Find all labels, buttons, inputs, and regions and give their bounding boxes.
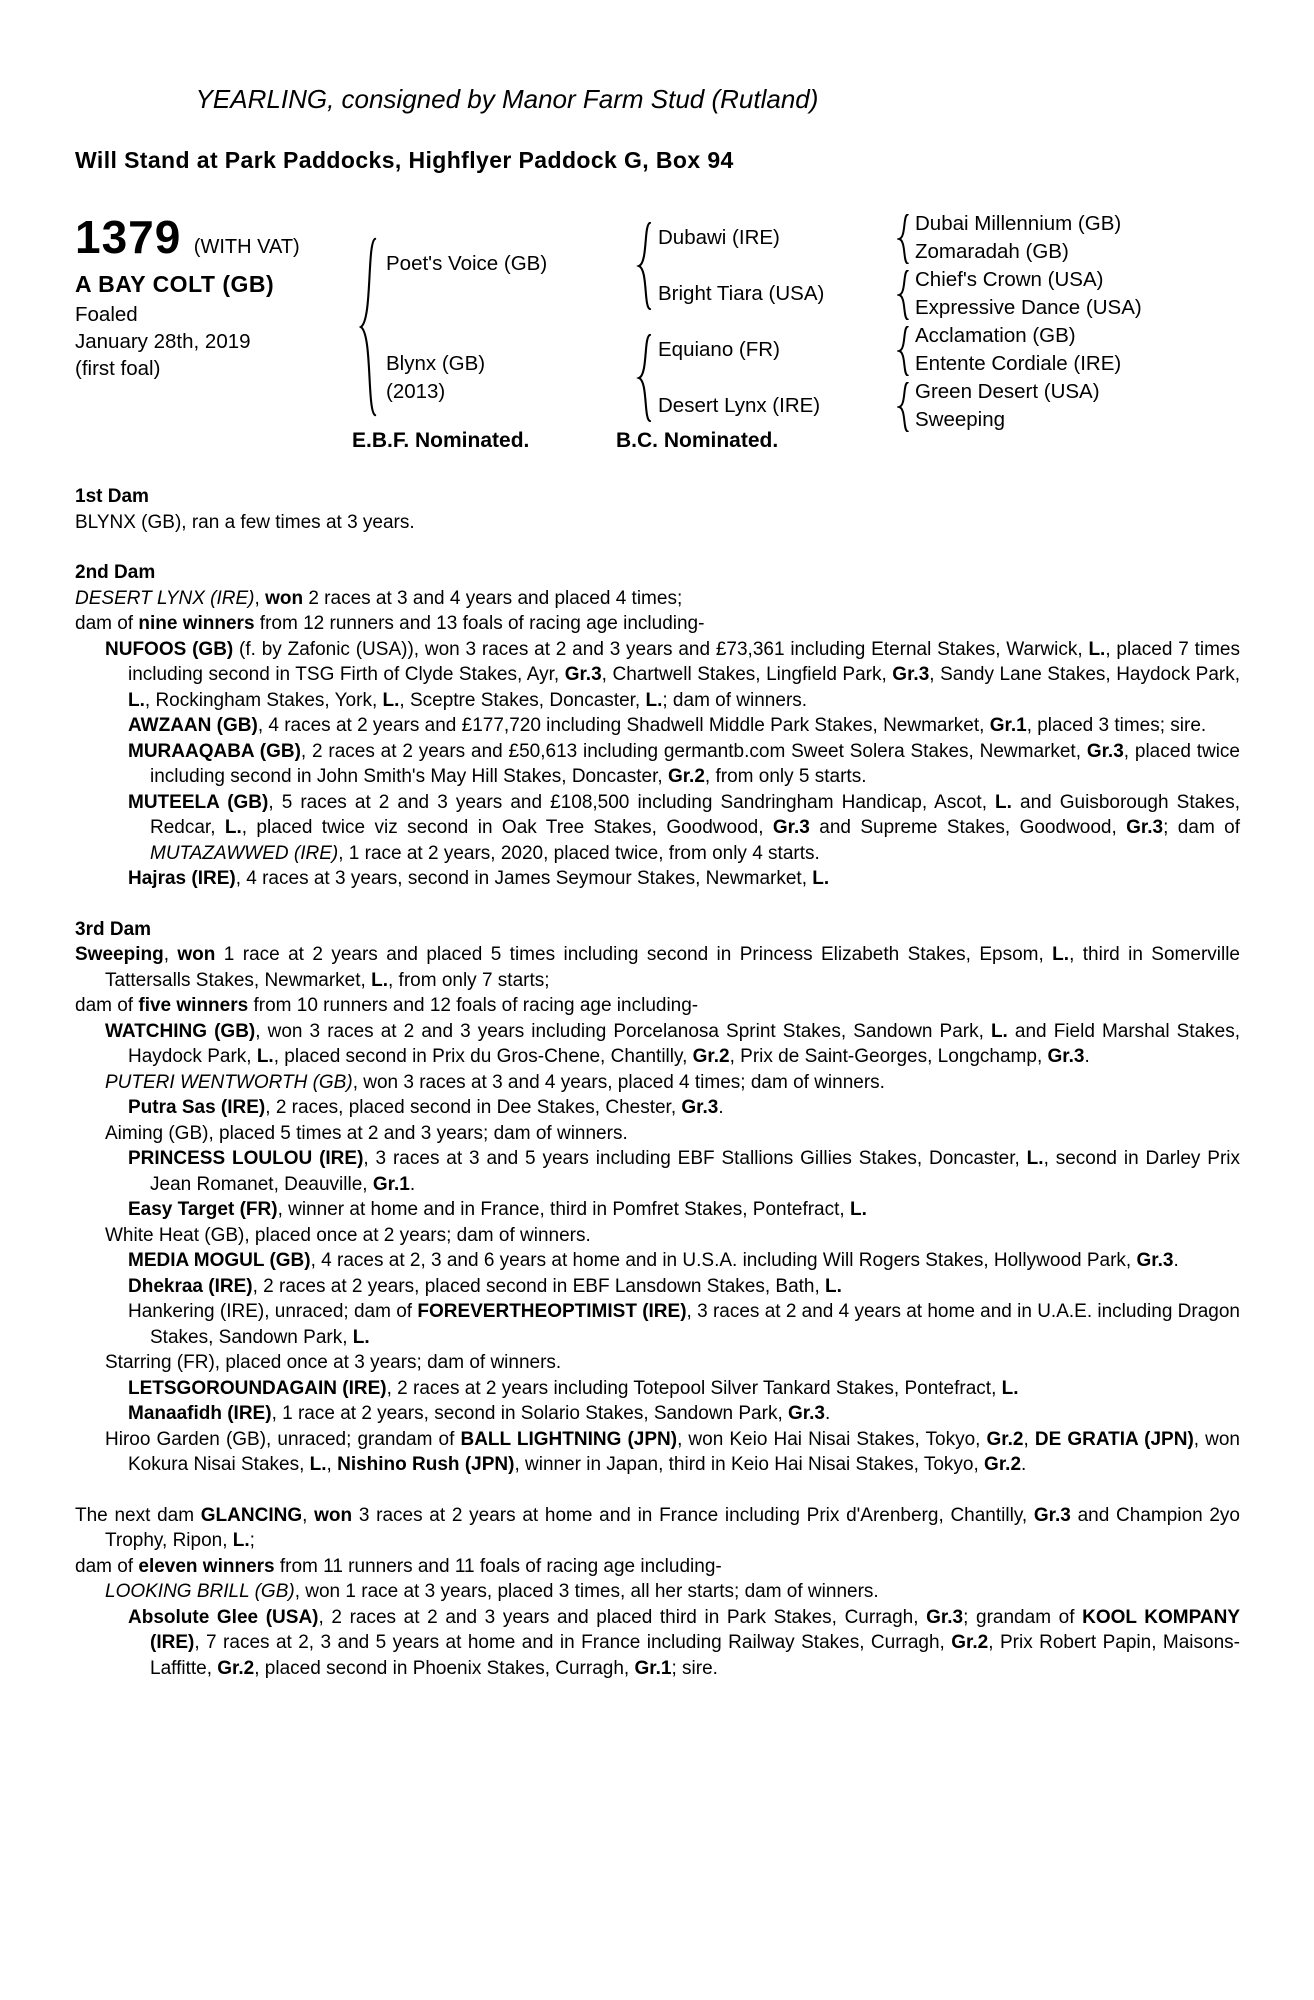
pedigree-brace [636, 222, 653, 310]
pedigree-paragraph: Aiming (GB), placed 5 times at 2 and 3 years; dam of winners. [105, 1122, 628, 1144]
pedigree-paragraph: BLYNX (GB), ran a few times at 3 years. [75, 511, 415, 533]
pedigree-paragraph: dam of eleven winners from 11 runners and 11 foals of racing age including- [75, 1555, 722, 1577]
foaled-date: January 28th, 2019 [75, 330, 251, 353]
dam-granddam-name: Entente Cordiale (IRE) [915, 352, 1122, 375]
foal-note: (first foal) [75, 357, 161, 380]
lot-header [75, 210, 300, 264]
bc-nominated-label: B.C. Nominated. [616, 429, 779, 452]
pedigree-paragraph: White Heat (GB), placed once at 2 years; dam of winners. [105, 1224, 591, 1246]
pedigree-paragraph: The next dam GLANCING, won 3 races at 2 years at home and in France including Prix d'Arenberg, Chantilly, Gr.3 and Champion 2yo Trophy, Ripon, L.; [75, 1504, 1240, 1551]
pedigree-paragraph: Putra Sas (IRE), 2 races, placed second in Dee Stakes, Chester, Gr.3. [128, 1097, 724, 1118]
dam-damsire-name: Green Desert (USA) [915, 380, 1100, 403]
dam-dam-name: Desert Lynx (IRE) [658, 394, 821, 417]
pedigree-paragraph: Absolute Glee (USA), 2 races at 2 and 3 years and placed third in Park Stakes, Curragh, Gr.3; grandam of KOOL KOMPANY (IRE), 7 races at 2, 3 and 5 years at home and in France including Railway Stakes, Curragh, Gr.2, Prix Robert Papin, Maisons-Laffitte, Gr.2, placed second in Phoenix Stakes, Curragh, Gr.1; sire. [128, 1606, 1240, 1679]
pedigree-paragraph: Manaafidh (IRE), 1 race at 2 years, second in Solario Stakes, Sandown Park, Gr.3. [128, 1403, 831, 1424]
sire-grandsire-name: Dubai Millennium (GB) [915, 212, 1122, 235]
pedigree-paragraph: Hajras (IRE), 4 races at 3 years, second in James Seymour Stakes, Newmarket, L. [128, 868, 830, 889]
pedigree-brace [897, 214, 910, 264]
pedigree-paragraph: MURAAQABA (GB), 2 races at 2 years and £50,613 including germantb.com Sweet Solera Stakes, Newmarket, Gr.3, placed twice including second in John Smith's May Hill Stakes, Doncaster, Gr.2, from only 5 starts. [128, 740, 1240, 787]
foaled-label: Foaled [75, 303, 138, 326]
pedigree-paragraph: LETSGOROUNDAGAIN (IRE), 2 races at 2 years including Totepool Silver Tankard Stakes, Pontefract, L. [128, 1377, 1019, 1399]
dam-section [75, 484, 1240, 535]
pedigree-text [75, 484, 1240, 1681]
dam-section-heading: 3rd Dam [75, 918, 152, 940]
pedigree-paragraph: Easy Target (FR), winner at home and in France, third in Pomfret Stakes, Pontefract, L. [128, 1199, 867, 1220]
sire-name: Poet's Voice (GB) [386, 252, 548, 275]
pedigree-paragraph: dam of five winners from 10 runners and 12 foals of racing age including- [75, 995, 699, 1016]
pedigree-paragraph: MEDIA MOGUL (GB), 4 races at 2, 3 and 6 years at home and in U.S.A. including Will Rogers Stakes, Hollywood Park, Gr.3. [128, 1250, 1179, 1271]
pedigree-paragraph: WATCHING (GB), won 3 races at 2 and 3 years including Porcelanosa Sprint Stakes, Sandown Park, L. and Field Marshal Stakes, Haydock Park, L., placed second in Prix du Gros-Chene, Chantilly, Gr.2, Prix de Saint-Georges, Longchamp, Gr.3. [105, 1020, 1240, 1067]
consignor-title: YEARLING, consigned by Manor Farm Stud (Rutland) [195, 84, 819, 114]
dam-section [75, 1503, 1240, 1682]
pedigree-paragraph: Starring (FR), placed once at 3 years; dam of winners. [105, 1352, 562, 1373]
sire-sire-name: Dubawi (IRE) [658, 226, 780, 249]
sire-damsire-name: Chief's Crown (USA) [915, 268, 1104, 291]
stand-location: Will Stand at Park Paddocks, Highflyer Paddock G, Box 94 [75, 147, 734, 173]
ebf-nominated-label: E.B.F. Nominated. [352, 429, 530, 452]
sire-granddam-name: Zomaradah (GB) [915, 240, 1069, 263]
pedigree-paragraph: MUTEELA (GB), 5 races at 2 and 3 years and £108,500 including Sandringham Handicap, Ascot, L. and Guisborough Stakes, Redcar, L., placed twice viz second in Oak Tree Stakes, Goodwood, Gr.3 and Supreme Stakes, Goodwood, Gr.3; dam of MUTAZAWWED (IRE), 1 race at 2 years, 2020, placed twice, from only 4 starts. [128, 791, 1241, 864]
pedigree-brace [636, 334, 653, 422]
pedigree-brace [897, 382, 910, 432]
dam-grandsire-name: Acclamation (GB) [915, 324, 1076, 347]
pedigree-paragraph: LOOKING BRILL (GB), won 1 race at 3 years, placed 3 times, all her starts; dam of winners. [105, 1581, 879, 1602]
pedigree-paragraph: NUFOOS (GB) (f. by Zafonic (USA)), won 3 races at 2 and 3 years and £73,361 including Eternal Stakes, Warwick, L., placed 7 times including second in TSG Firth of Clyde Stakes, Ayr, Gr.3, Chartwell Stakes, Lingfield Park, Gr.3, Sandy Lane Stakes, Haydock Park, L., Rockingham Stakes, York, L., Sceptre Stakes, Doncaster, L.; dam of winners. [105, 638, 1240, 711]
pedigree-paragraph: Hankering (IRE), unraced; dam of FOREVERTHEOPTIMIST (IRE), 3 races at 2 and 4 years at home and in U.A.E. including Dragon Stakes, Sandown Park, L. [128, 1301, 1240, 1348]
dam-section [75, 560, 1240, 892]
sire-dam-name: Bright Tiara (USA) [658, 282, 825, 305]
pedigree-paragraph: DESERT LYNX (IRE), won 2 races at 3 and 4 years and placed 4 times; [75, 587, 683, 609]
pedigree-brace [357, 237, 379, 417]
pedigree-paragraph: dam of nine winners from 12 runners and 13 foals of racing age including- [75, 613, 705, 634]
pedigree-paragraph: AWZAAN (GB), 4 races at 2 years and £177,720 including Shadwell Middle Park Stakes, Newmarket, Gr.1, placed 3 times; sire. [128, 715, 1207, 736]
dam-section [75, 917, 1240, 1478]
dam-sire-name: Equiano (FR) [658, 338, 780, 361]
pedigree-paragraph: Hiroo Garden (GB), unraced; grandam of BALL LIGHTNING (JPN), won Keio Hai Nisai Stakes, Tokyo, Gr.2, DE GRATIA (JPN), won Kokura Nisai Stakes, L., Nishino Rush (JPN), winner in Japan, third in Keio Hai Nisai Stakes, Tokyo, Gr.2. [105, 1428, 1241, 1475]
pedigree-paragraph: Dhekraa (IRE), 2 races at 2 years, placed second in EBF Lansdown Stakes, Bath, L. [128, 1275, 842, 1297]
dam-section-heading: 2nd Dam [75, 562, 156, 583]
dam-name: Blynx (GB) [386, 352, 486, 375]
dam-section-heading: 1st Dam [75, 486, 149, 507]
lot-number: 1379 [75, 211, 182, 263]
pedigree-paragraph: PUTERI WENTWORTH (GB), won 3 races at 3 and 4 years, placed 4 times; dam of winners. [105, 1071, 885, 1093]
pedigree-brace [897, 270, 910, 320]
sire-damdam-name: Expressive Dance (USA) [915, 296, 1142, 319]
pedigree-brace [897, 326, 910, 376]
dam-year: (2013) [386, 380, 446, 403]
vat-note: (WITH VAT) [193, 236, 300, 258]
colt-description: A BAY COLT (GB) [75, 271, 275, 297]
pedigree-paragraph: Sweeping, won 1 race at 2 years and placed 5 times including second in Princess Elizabeth Stakes, Epsom, L., third in Somerville Tattersalls Stakes, Newmarket, L., from only 7 starts; [75, 944, 1240, 991]
dam-damdam-name: Sweeping [915, 408, 1006, 431]
pedigree-paragraph: PRINCESS LOULOU (IRE), 3 races at 3 and 5 years including EBF Stallions Gillies Stakes, Doncaster, L., second in Darley Prix Jean Romanet, Deauville, Gr.1. [128, 1148, 1240, 1195]
